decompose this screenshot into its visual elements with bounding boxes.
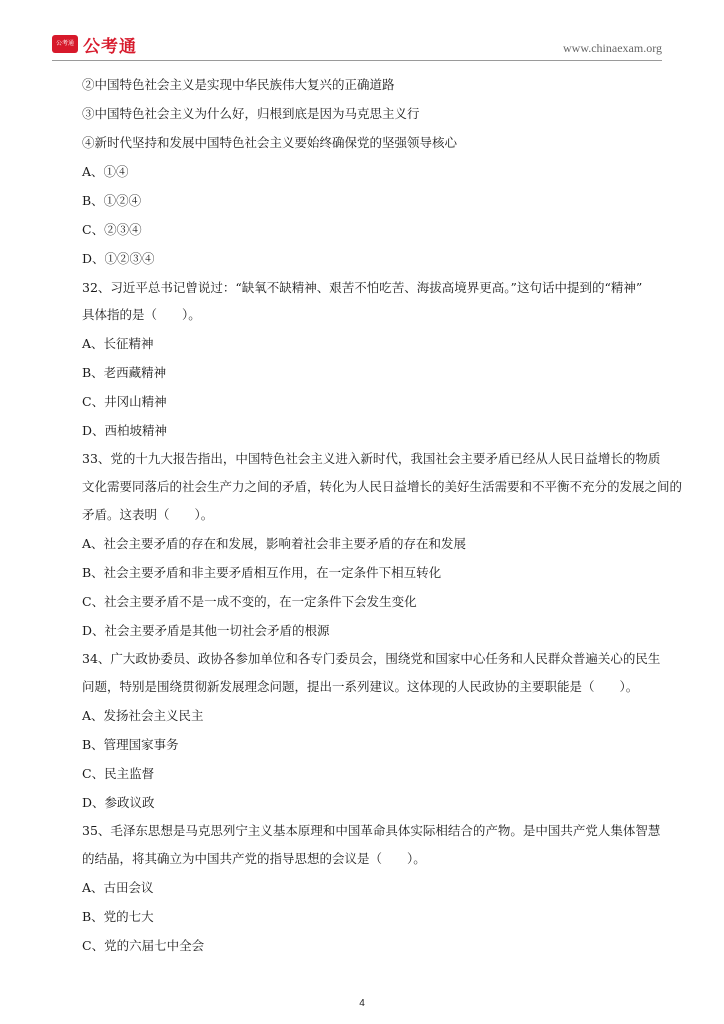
- text-line: A、发扬社会主义民主: [82, 708, 204, 723]
- question-text: 文化需要同落后的社会生产力之间的矛盾，转化为人民日益增长的美好生活需要和不平衡不充分的发展之间的: [82, 479, 683, 494]
- text-line: A、①④: [82, 164, 129, 179]
- question-text: 矛盾。这表明（ ）。: [82, 507, 214, 522]
- text-line: A、长征精神: [82, 336, 154, 351]
- text-line: ③中国特色社会主义为什么好，归根到底是因为马克思主义行: [82, 106, 420, 121]
- text-line: ④新时代坚持和发展中国特色社会主义要始终确保党的坚强领导核心: [82, 135, 458, 150]
- text-line: C、党的六届七中全会: [82, 938, 205, 953]
- brand-logo[interactable]: [52, 33, 137, 55]
- text-line: C、②③④: [82, 222, 142, 237]
- page-number: 4: [359, 998, 365, 1009]
- text-line: B、①②④: [82, 193, 142, 208]
- logo-text: 公考通: [83, 36, 137, 57]
- text-line: D、①②③④: [82, 251, 155, 266]
- text-line: D、参政议政: [82, 795, 155, 810]
- text-line: A、社会主要矛盾的存在和发展，影响着社会非主要矛盾的存在和发展: [82, 536, 467, 551]
- logo-badge: 公考通: [52, 35, 78, 53]
- question-text: 问题，特别是围绕贯彻新发展理念问题，提出一系列建议。这体现的人民政协的主要职能是（ ）。: [82, 679, 639, 694]
- question-text: 的结晶，将其确立为中国共产党的指导思想的会议是（ ）。: [82, 851, 426, 866]
- text-line: A、古田会议: [82, 880, 154, 895]
- question-text: 35、毛泽东思想是马克思列宁主义基本原理和中国革命具体实际相结合的产物。是中国共产党人集体智慧: [82, 823, 661, 838]
- text-line: ②中国特色社会主义是实现中华民族伟大复兴的正确道路: [82, 77, 395, 92]
- question-text: 32、习近平总书记曾说过：“缺氧不缺精神、艰苦不怕吃苦、海拔高境界更高。”这句话中提到的“精神”: [82, 280, 643, 295]
- text-line: B、社会主要矛盾和非主要矛盾相互作用，在一定条件下相互转化: [82, 565, 442, 580]
- page-header: [52, 30, 662, 61]
- question-text: 33、党的十九大报告指出，中国特色社会主义进入新时代，我国社会主要矛盾已经从人民日益增长的物质: [82, 451, 661, 466]
- question-text: 34、广大政协委员、政协各参加单位和各专门委员会，围绕党和国家中心任务和人民群众普遍关心的民生: [82, 651, 661, 666]
- text-line: D、社会主要矛盾是其他一切社会矛盾的根源: [82, 623, 330, 638]
- text-line: B、党的七大: [82, 909, 154, 924]
- text-line: C、民主监督: [82, 766, 155, 781]
- text-line: B、老西藏精神: [82, 365, 167, 380]
- question-text: 具体指的是（ ）。: [82, 307, 201, 322]
- text-line: C、社会主要矛盾不是一成不变的，在一定条件下会发生变化: [82, 594, 417, 609]
- text-line: B、管理国家事务: [82, 737, 179, 752]
- text-line: C、井冈山精神: [82, 394, 167, 409]
- site-url[interactable]: www.chinaexam.org: [563, 41, 662, 55]
- text-line: D、西柏坡精神: [82, 423, 168, 438]
